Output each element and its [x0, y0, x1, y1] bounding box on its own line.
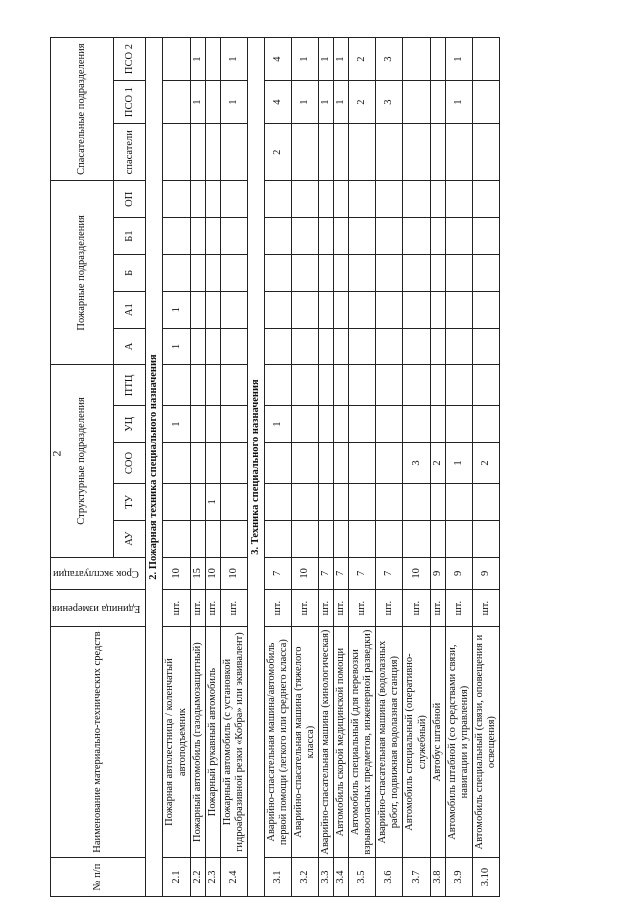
row-value — [445, 291, 472, 328]
row-value: 3 — [376, 38, 403, 81]
row-value — [319, 328, 334, 365]
row-value — [220, 483, 247, 520]
row-value: 2 — [349, 38, 376, 81]
row-value — [472, 181, 499, 218]
header-num: № п/п — [51, 858, 146, 897]
row-value — [190, 124, 205, 181]
row-value: 1 — [334, 81, 349, 124]
row-value — [403, 38, 430, 81]
row-value — [163, 254, 190, 291]
row-value — [376, 218, 403, 255]
row-value — [163, 181, 190, 218]
row-unit: шт. — [163, 590, 190, 627]
row-value — [205, 218, 220, 255]
row-value: 4 — [264, 38, 291, 81]
row-value — [264, 328, 291, 365]
row-value — [319, 218, 334, 255]
row-unit: шт. — [220, 590, 247, 627]
table-row — [334, 38, 349, 897]
row-value: 4 — [264, 81, 291, 124]
row-value — [472, 365, 499, 406]
row-value — [376, 328, 403, 365]
row-unit: шт. — [205, 590, 220, 627]
row-value — [190, 181, 205, 218]
row-value — [430, 38, 445, 81]
row-value — [334, 443, 349, 484]
header-term-text: Срок эксплуатации — [53, 568, 140, 580]
row-value: 1 — [220, 38, 247, 81]
row-value: 1 — [163, 291, 190, 328]
row-value — [445, 124, 472, 181]
row-num: 2.3 — [205, 858, 220, 897]
row-value — [349, 328, 376, 365]
row-num: 3.1 — [264, 858, 291, 897]
row-value: 1 — [190, 81, 205, 124]
table-row — [205, 38, 220, 897]
row-name: Автобус штабной — [430, 627, 445, 858]
row-value — [163, 38, 190, 81]
row-num: 3.6 — [376, 858, 403, 897]
row-value — [291, 124, 318, 181]
subheader-cell: ПТЦ — [114, 365, 146, 406]
table-row — [430, 38, 445, 897]
row-value — [430, 520, 445, 557]
row-value — [220, 181, 247, 218]
row-value — [291, 406, 318, 443]
row-value — [472, 406, 499, 443]
row-value: 3 — [376, 81, 403, 124]
subheader-cell: А — [114, 328, 146, 365]
row-num: 2.4 — [220, 858, 247, 897]
rotated-table-container — [50, 37, 590, 897]
row-value — [403, 254, 430, 291]
row-value — [190, 328, 205, 365]
row-value — [319, 124, 334, 181]
table-row — [376, 38, 403, 897]
row-value — [220, 218, 247, 255]
row-term: 9 — [430, 557, 445, 590]
row-value: 2 — [349, 81, 376, 124]
row-value — [403, 406, 430, 443]
row-value: 1 — [220, 81, 247, 124]
row-value — [349, 520, 376, 557]
row-value — [430, 218, 445, 255]
row-value — [334, 328, 349, 365]
row-unit: шт. — [291, 590, 318, 627]
row-value — [291, 218, 318, 255]
row-value: 1 — [190, 38, 205, 81]
row-value — [190, 365, 205, 406]
row-value — [291, 254, 318, 291]
row-value: 1 — [319, 81, 334, 124]
row-value — [205, 38, 220, 81]
row-unit: шт. — [430, 590, 445, 627]
row-value — [291, 328, 318, 365]
row-value — [163, 124, 190, 181]
row-value — [220, 254, 247, 291]
row-value — [190, 406, 205, 443]
row-value — [163, 218, 190, 255]
table-row — [445, 38, 472, 897]
row-value — [205, 291, 220, 328]
row-name: Автомобиль специальный (для перевозки взрывоопасных предметов, инженерной разведки) — [349, 627, 376, 858]
table-row — [190, 38, 205, 897]
row-value: 1 — [205, 483, 220, 520]
row-value — [430, 124, 445, 181]
row-value — [445, 483, 472, 520]
row-value — [376, 365, 403, 406]
row-value — [163, 520, 190, 557]
row-value — [445, 254, 472, 291]
row-value — [376, 254, 403, 291]
row-value — [264, 218, 291, 255]
row-value — [376, 406, 403, 443]
row-value — [205, 181, 220, 218]
row-value — [334, 365, 349, 406]
row-unit: шт. — [264, 590, 291, 627]
row-unit: шт. — [349, 590, 376, 627]
row-value — [472, 483, 499, 520]
row-value — [163, 365, 190, 406]
row-value — [349, 406, 376, 443]
row-value — [445, 365, 472, 406]
row-value — [472, 520, 499, 557]
row-value — [376, 181, 403, 218]
row-value — [190, 520, 205, 557]
row-name: Автомобиль штабной (со средствами связи, навигации и управления) — [445, 627, 472, 858]
table-row — [349, 38, 376, 897]
row-value — [319, 520, 334, 557]
row-term: 7 — [349, 557, 376, 590]
equipment-table — [50, 37, 500, 897]
row-value — [190, 218, 205, 255]
row-value — [349, 443, 376, 484]
row-value — [163, 483, 190, 520]
row-name: Пожарный автомобиль (с установкой гидроабразивной резки «Кобра» или эквивалент) — [220, 627, 247, 858]
row-term: 10 — [220, 557, 247, 590]
row-num: 3.2 — [291, 858, 318, 897]
row-value — [403, 328, 430, 365]
row-value — [430, 181, 445, 218]
row-value — [291, 181, 318, 218]
row-value — [472, 328, 499, 365]
row-value: 1 — [291, 38, 318, 81]
row-value — [220, 365, 247, 406]
row-name: Аварийно-спасательная машина/автомобиль первой помощи (легкого или среднего класса) — [264, 627, 291, 858]
row-value — [264, 291, 291, 328]
row-value — [220, 124, 247, 181]
row-value — [334, 254, 349, 291]
row-value: 2 — [472, 443, 499, 484]
row-value — [472, 81, 499, 124]
row-value — [376, 483, 403, 520]
row-value — [445, 181, 472, 218]
row-value — [430, 483, 445, 520]
subheader-cell: СОО — [114, 443, 146, 484]
row-value — [334, 124, 349, 181]
row-value — [334, 406, 349, 443]
row-value — [291, 520, 318, 557]
page-number: 2 — [49, 450, 64, 457]
row-value — [220, 328, 247, 365]
row-value: 1 — [163, 328, 190, 365]
row-value: 1 — [445, 443, 472, 484]
section-row — [146, 38, 163, 897]
row-name: Автомобиль специальный (оперативно-служебный) — [403, 627, 430, 858]
row-value — [205, 406, 220, 443]
row-unit: шт. — [319, 590, 334, 627]
table-row — [220, 38, 247, 897]
row-name: Пожарный автомобиль (газодымозащитный) — [190, 627, 205, 858]
row-unit: шт. — [445, 590, 472, 627]
row-name: Пожарная автолестница / коленчатый автоподъемник — [163, 627, 190, 858]
row-value — [291, 443, 318, 484]
row-value — [334, 520, 349, 557]
row-name: Аварийно-спасательная машина (водолазных работ, подвижная водолазная станция) — [376, 627, 403, 858]
row-value — [220, 443, 247, 484]
section-title: 2. Пожарная техника специального назначения — [146, 38, 163, 897]
row-value — [349, 254, 376, 291]
row-unit: шт. — [190, 590, 205, 627]
row-value — [334, 291, 349, 328]
row-value: 1 — [445, 81, 472, 124]
row-value — [264, 520, 291, 557]
row-term: 9 — [472, 557, 499, 590]
row-value — [291, 365, 318, 406]
section-title: 3. Техника специального назначения — [247, 38, 264, 897]
row-value — [472, 38, 499, 81]
row-value — [205, 328, 220, 365]
row-value — [403, 291, 430, 328]
row-value — [430, 365, 445, 406]
table-row — [319, 38, 334, 897]
row-value — [190, 291, 205, 328]
row-value — [430, 254, 445, 291]
row-value — [376, 291, 403, 328]
row-value — [403, 124, 430, 181]
row-term: 7 — [334, 557, 349, 590]
row-value — [190, 483, 205, 520]
row-value — [205, 254, 220, 291]
subheader-cell: спасатели — [114, 124, 146, 181]
row-value: 1 — [264, 406, 291, 443]
row-value — [264, 181, 291, 218]
row-value — [349, 218, 376, 255]
row-value — [220, 520, 247, 557]
row-num: 3.8 — [430, 858, 445, 897]
row-value — [430, 81, 445, 124]
subheader-cell: ПСО 1 — [114, 81, 146, 124]
row-num: 3.10 — [472, 858, 499, 897]
row-value — [190, 254, 205, 291]
row-num: 2.2 — [190, 858, 205, 897]
row-value: 1 — [163, 406, 190, 443]
row-value — [349, 181, 376, 218]
row-value — [205, 365, 220, 406]
section-row — [247, 38, 264, 897]
row-value — [430, 406, 445, 443]
row-value — [445, 218, 472, 255]
row-value — [403, 365, 430, 406]
row-num: 3.5 — [349, 858, 376, 897]
row-value — [376, 443, 403, 484]
row-value — [472, 291, 499, 328]
row-value — [264, 365, 291, 406]
row-name: Автомобиль скорой медицинской помощи — [334, 627, 349, 858]
row-value — [220, 406, 247, 443]
row-value — [376, 124, 403, 181]
row-value — [205, 443, 220, 484]
table-row — [403, 38, 430, 897]
row-value: 3 — [403, 443, 430, 484]
subheader-cell: УЦ — [114, 406, 146, 443]
row-num: 3.3 — [319, 858, 334, 897]
row-value — [319, 365, 334, 406]
row-value — [264, 483, 291, 520]
row-term: 10 — [403, 557, 430, 590]
row-value — [445, 406, 472, 443]
subheader-cell: АУ — [114, 520, 146, 557]
row-term: 7 — [319, 557, 334, 590]
row-value — [334, 218, 349, 255]
row-value — [334, 483, 349, 520]
subheader-cell: ОП — [114, 181, 146, 218]
row-value — [319, 181, 334, 218]
header-term — [51, 557, 146, 590]
header-unit — [51, 590, 146, 627]
row-name: Пожарный рукавный автомобиль — [205, 627, 220, 858]
row-value: 1 — [291, 81, 318, 124]
row-value — [472, 254, 499, 291]
subheader-cell: А1 — [114, 291, 146, 328]
row-value — [376, 520, 403, 557]
row-value — [205, 81, 220, 124]
row-value — [445, 520, 472, 557]
row-unit: шт. — [334, 590, 349, 627]
row-term: 15 — [190, 557, 205, 590]
row-num: 3.4 — [334, 858, 349, 897]
subheader-cell: Б — [114, 254, 146, 291]
row-value — [205, 520, 220, 557]
row-term: 10 — [163, 557, 190, 590]
subheader-cell: ПСО 2 — [114, 38, 146, 81]
row-value — [403, 81, 430, 124]
row-value — [319, 291, 334, 328]
row-value — [319, 443, 334, 484]
table-row — [163, 38, 190, 897]
row-name: Аварийно-спасательная машина (кинологическая) — [319, 627, 334, 858]
row-value — [472, 124, 499, 181]
table-row — [264, 38, 291, 897]
row-num: 2.1 — [163, 858, 190, 897]
row-value: 1 — [334, 38, 349, 81]
row-term: 7 — [264, 557, 291, 590]
row-term: 10 — [291, 557, 318, 590]
subheader-cell: ТУ — [114, 483, 146, 520]
row-value — [445, 328, 472, 365]
row-value — [163, 81, 190, 124]
header-unit-text: Единица измерения — [52, 603, 141, 615]
row-value — [403, 218, 430, 255]
row-value — [291, 483, 318, 520]
row-value — [264, 254, 291, 291]
row-value — [403, 520, 430, 557]
row-num: 3.7 — [403, 858, 430, 897]
header-group-fire: Пожарные подразделения — [51, 181, 114, 365]
table-body — [146, 38, 499, 897]
row-value — [264, 443, 291, 484]
table-row — [291, 38, 318, 897]
table-row — [472, 38, 499, 897]
row-value — [349, 124, 376, 181]
header-group-structural: Структурные подразделения — [51, 365, 114, 557]
row-value — [190, 443, 205, 484]
row-term: 7 — [376, 557, 403, 590]
row-term: 9 — [445, 557, 472, 590]
row-value: 2 — [264, 124, 291, 181]
row-name: Аварийно-спасательная машина (тяжелого класса) — [291, 627, 318, 858]
row-value: 1 — [319, 38, 334, 81]
row-value — [334, 181, 349, 218]
row-name: Автомобиль специальный (связи, оповещения и освещения) — [472, 627, 499, 858]
row-value — [403, 181, 430, 218]
row-value: 1 — [445, 38, 472, 81]
row-value — [291, 291, 318, 328]
row-value — [430, 291, 445, 328]
row-value — [430, 328, 445, 365]
row-value — [349, 483, 376, 520]
row-value — [205, 124, 220, 181]
row-term: 10 — [205, 557, 220, 590]
row-value — [163, 443, 190, 484]
row-unit: шт. — [376, 590, 403, 627]
row-value — [319, 406, 334, 443]
row-unit: шт. — [472, 590, 499, 627]
row-value: 2 — [430, 443, 445, 484]
row-value — [403, 483, 430, 520]
row-value — [220, 291, 247, 328]
header-name: Наименование материально-технических средств — [51, 627, 146, 858]
header-group-rescue: Спасательные подразделения — [51, 38, 114, 181]
row-unit: шт. — [403, 590, 430, 627]
row-value — [319, 483, 334, 520]
row-value — [319, 254, 334, 291]
row-value — [472, 218, 499, 255]
row-value — [349, 291, 376, 328]
subheader-cell: Б1 — [114, 218, 146, 255]
row-num: 3.9 — [445, 858, 472, 897]
row-value — [349, 365, 376, 406]
